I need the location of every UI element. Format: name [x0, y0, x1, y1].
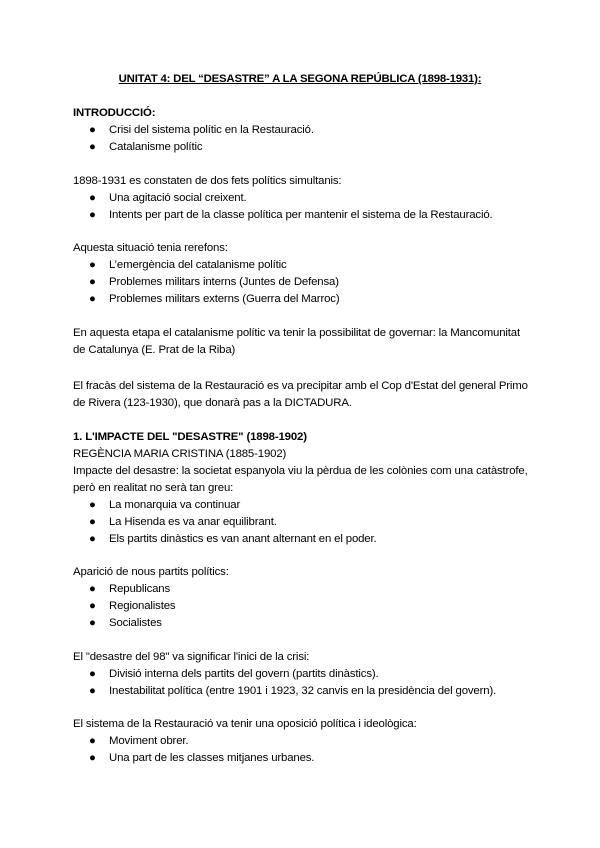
regency-subheading: REGÈNCIA MARIA CRISTINA (1885-1902): [73, 448, 287, 460]
paragraph-line: de Rivera (123-1930), que donarà pas a la DICTADURA.: [73, 397, 352, 409]
bullet-icon: ●: [89, 617, 96, 629]
bullet-icon: ●: [89, 516, 96, 528]
bullet-icon: ●: [89, 668, 96, 680]
facts-text: 1898-1931 es constaten de dos fets polítics simultanis:: [73, 175, 342, 187]
bullet-icon: ●: [89, 685, 96, 697]
parties-section: [73, 564, 533, 632]
parties-text: Aparició de nous partits polítics:: [73, 566, 229, 578]
bullet-icon: ●: [89, 752, 96, 764]
list-item: ● Problemes militars interns (Juntes de Defensa): [73, 274, 533, 291]
list-item: ● Inestabilitat política (entre 1901 i 1923, 32 canvis en la presidència del govern).: [73, 683, 533, 700]
list-item: ● Socialistes: [73, 615, 533, 632]
section-1: [73, 429, 533, 548]
paragraph-line: El fracàs del sistema de la Restauració es va precipitar amb el Cop d'Estat del general Primo: [73, 380, 528, 392]
facts-section: [73, 173, 533, 224]
list-item: ● Problemes militars externs (Guerra del Marroc): [73, 291, 533, 308]
bullet-icon: ●: [89, 209, 96, 221]
intro-heading: INTRODUCCIÓ:: [73, 107, 156, 119]
list-item: ● Els partits dinàstics es van anant alternant en el poder.: [73, 531, 533, 548]
list-item: ● L’emergència del catalanisme polític: [73, 257, 533, 274]
list-item: ● La monarquia va continuar: [73, 497, 533, 514]
list-item: ● Una part de les classes mitjanes urbanes.: [73, 750, 533, 767]
opposition-text: El sistema de la Restauració va tenir una oposició política i ideològica:: [73, 718, 417, 730]
repercussions-section: [73, 240, 533, 308]
list-item: ● Crisi del sistema polític en la Restauració.: [73, 122, 533, 139]
paragraph-line: de Catalunya (E. Prat de la Riba): [73, 344, 236, 356]
failure-paragraph: [73, 378, 533, 412]
section-1-heading: 1. L'IMPACTE DEL "DESASTRE" (1898-1902): [73, 431, 307, 443]
bullet-icon: ●: [89, 276, 96, 288]
parties-list: [73, 581, 533, 632]
paragraph-line: però en realitat no serà tan greu:: [73, 482, 234, 494]
list-item: ● La Hisenda es va anar equilibrant.: [73, 514, 533, 531]
list-item: ● Divisió interna dels partits del govern (partits dinàstics).: [73, 666, 533, 683]
crisis-list: [73, 666, 533, 700]
bullet-icon: ●: [89, 735, 96, 747]
page-title: UNITAT 4: DEL “DESASTRE” A LA SEGONA REPÚBLICA (1898-1931):: [118, 73, 482, 85]
mancomunitat-paragraph: [73, 325, 533, 359]
list-item: ● Regionalistes: [73, 598, 533, 615]
bullet-icon: ●: [89, 293, 96, 305]
bullet-icon: ●: [89, 533, 96, 545]
bullet-icon: ●: [89, 192, 96, 204]
bullet-icon: ●: [89, 499, 96, 511]
impact-list: [73, 497, 533, 548]
repercussions-list: [73, 257, 533, 308]
repercussions-text: Aquesta situació tenia rerefons:: [73, 242, 228, 254]
bullet-icon: ●: [89, 141, 96, 153]
bullet-icon: ●: [89, 600, 96, 612]
list-item: ● Republicans: [73, 581, 533, 598]
bullet-icon: ●: [89, 124, 96, 136]
intro-list: [73, 122, 533, 156]
crisis-text: El "desastre del 98" va significar l'inici de la crisi:: [73, 651, 310, 663]
list-item: ● Una agitació social creixent.: [73, 190, 533, 207]
opposition-section: [73, 716, 533, 767]
intro-section: [73, 105, 533, 156]
opposition-list: [73, 733, 533, 767]
bullet-icon: ●: [89, 259, 96, 271]
list-item: ● Moviment obrer.: [73, 733, 533, 750]
paragraph-line: Impacte del desastre: la societat espanyola viu la pèrdua de les colònies com una catàstrofe,: [73, 465, 528, 477]
paragraph-line: En aquesta etapa el catalanisme polític va tenir la possibilitat de governar: la Mancomunitat: [73, 327, 520, 339]
list-item: ● Intents per part de la classe política per mantenir el sistema de la Restauració.: [73, 207, 533, 224]
bullet-icon: ●: [89, 583, 96, 595]
facts-list: [73, 190, 533, 224]
list-item: ● Catalanisme polític: [73, 139, 533, 156]
crisis-section: [73, 649, 533, 700]
